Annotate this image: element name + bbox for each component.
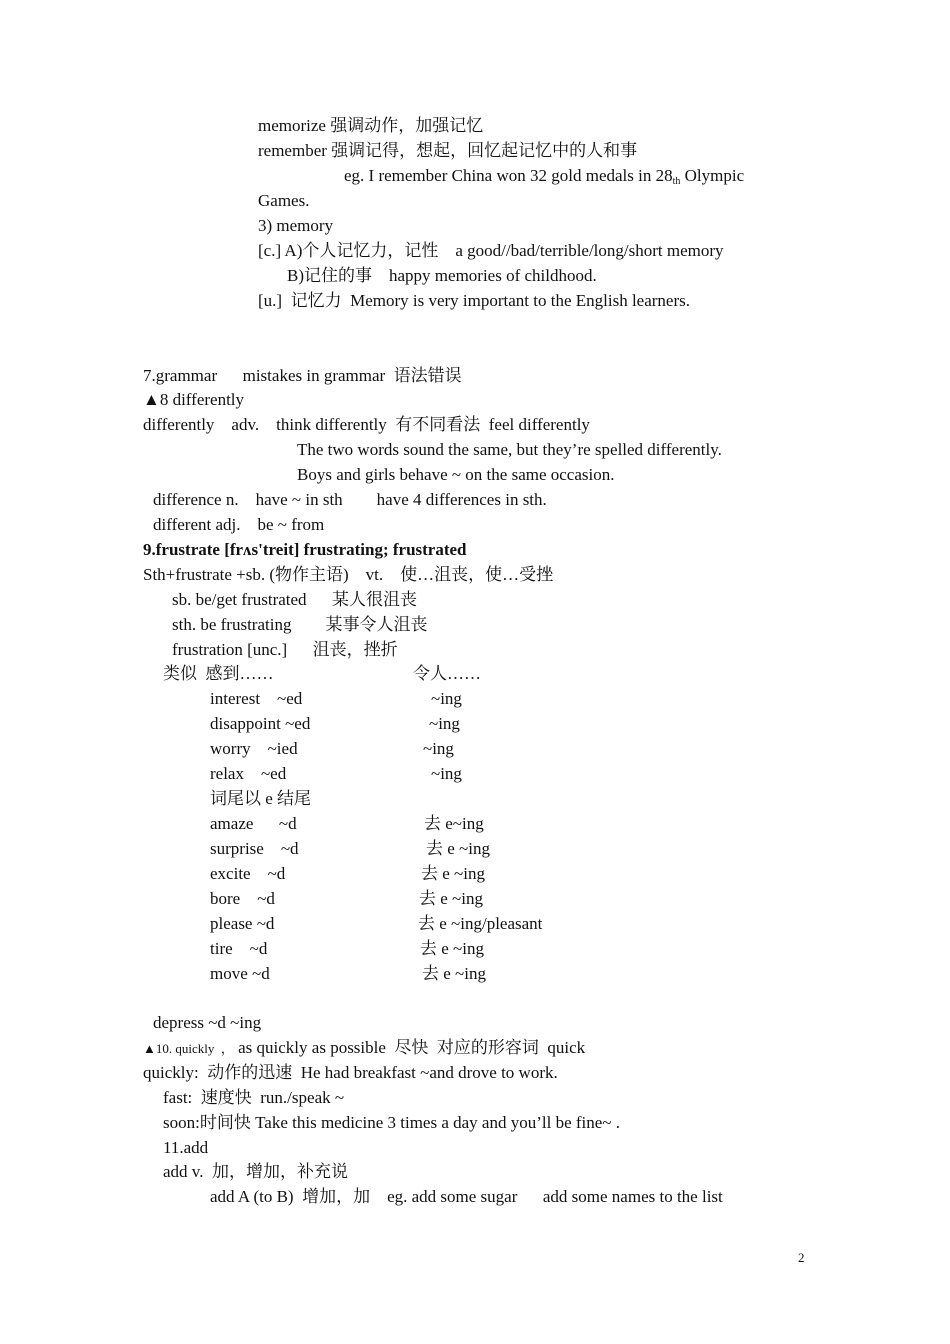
differently-line: differently adv. think differently 有不同看法 feel differently — [143, 415, 590, 434]
quickly-line: quickly: 动作的迅速 He had breakfast ~and drove to work. — [143, 1063, 558, 1082]
add-verb-line: add v. 加，增加，补充说 — [163, 1162, 348, 1181]
table-row-a: amaze ~d — [210, 814, 297, 833]
quickly-heading: ▲10. quickly ， — [143, 1041, 234, 1056]
table-row-b: 去 e ~ing — [426, 839, 490, 858]
differently-example-2: Boys and girls behave ~ on the same occasion. — [297, 465, 615, 484]
games-line: Games. — [258, 191, 310, 210]
frustrating-line: sth. be frustrating 某事令人沮丧 — [172, 615, 428, 634]
add-example-line: add A (to B) 增加，加 eg. add some sugar add some names to the list — [210, 1187, 723, 1206]
table-row-a: disappoint ~ed — [210, 714, 311, 733]
remember-line: remember 强调记得，想起，回忆起记忆中的人和事 — [258, 141, 638, 160]
table-row-a: surprise ~d — [210, 839, 299, 858]
similar-cause-label: 令人…… — [413, 664, 481, 683]
example-text-end: Olympic — [680, 166, 745, 185]
table-row-b: ~ing — [431, 764, 462, 783]
table-row-b: 去 e ~ing — [422, 964, 486, 983]
table-row-a: bore ~d — [210, 889, 275, 908]
table-row-a: excite ~d — [210, 864, 286, 883]
memory-heading: 3) memory — [258, 216, 334, 235]
differently-heading: ▲8 differently — [143, 390, 245, 409]
table-row-a: tire ~d — [210, 939, 268, 958]
quickly-heading-rest: as quickly as possible 尽快 对应的形容词 quick — [238, 1038, 586, 1057]
ordinal-suffix: th — [672, 176, 681, 187]
table-row-b: 去 e~ing — [424, 814, 484, 833]
difference-line: difference n. have ~ in sth have 4 differences in sth. — [153, 490, 547, 509]
add-heading: 11.add — [163, 1138, 209, 1157]
table-row-a: please ~d — [210, 914, 275, 933]
table-row-a: relax ~ed — [210, 764, 287, 783]
table-row-b: 去 e ~ing — [419, 889, 483, 908]
different-line: different adj. be ~ from — [153, 515, 325, 534]
table-row-a: 词尾以 e 结尾 — [210, 789, 312, 808]
frustrated-line: sb. be/get frustrated 某人很沮丧 — [172, 590, 418, 609]
table-row-b: ~ing — [429, 714, 460, 733]
table-row-b: ~ing — [431, 689, 462, 708]
memorize-line: memorize 强调动作，加强记忆 — [258, 116, 484, 135]
soon-line: soon:时间快 Take this medicine 3 times a day and you’ll be fine~ . — [163, 1113, 620, 1132]
memory-uncountable-line: [u.] 记忆力 Memory is very important to the English learners. — [258, 291, 690, 310]
table-row-b: 去 e ~ing/pleasant — [418, 914, 543, 933]
depress-line: depress ~d ~ing — [153, 1013, 262, 1032]
memory-things-line: B)记住的事 happy memories of childhood. — [287, 266, 597, 285]
frustrate-heading: 9.frustrate [frʌs'treit] frustrating; frustrated — [143, 540, 467, 559]
differently-example-1: The two words sound the same, but they’re spelled differently. — [297, 440, 722, 459]
memory-countable-line: [c.] A)个人记忆力，记性 a good//bad/terrible/long/short memory — [258, 241, 724, 260]
example-text: eg. I remember China won 32 gold medals in 28 — [344, 166, 673, 185]
grammar-heading: 7.grammar mistakes in grammar 语法错误 — [143, 366, 462, 385]
table-row-b: 去 e ~ing — [420, 939, 484, 958]
table-row-b: ~ing — [423, 739, 454, 758]
fast-line: fast: 速度快 run./speak ~ — [163, 1088, 345, 1107]
table-row-a: interest ~ed — [210, 689, 303, 708]
table-row-a: worry ~ied — [210, 739, 298, 758]
frustrate-usage-line: Sth+frustrate +sb. (物作主语) vt. 使…沮丧，使…受挫 — [143, 565, 554, 584]
table-row-a: move ~d — [210, 964, 270, 983]
frustration-line: frustration [unc.] 沮丧，挫折 — [172, 640, 398, 659]
remember-example-line — [344, 166, 744, 189]
quickly-heading-line — [143, 1038, 585, 1059]
similar-feel-label: 类似 感到…… — [163, 664, 274, 683]
table-row-b: 去 e ~ing — [421, 864, 485, 883]
page-number: 2 — [798, 1250, 805, 1265]
